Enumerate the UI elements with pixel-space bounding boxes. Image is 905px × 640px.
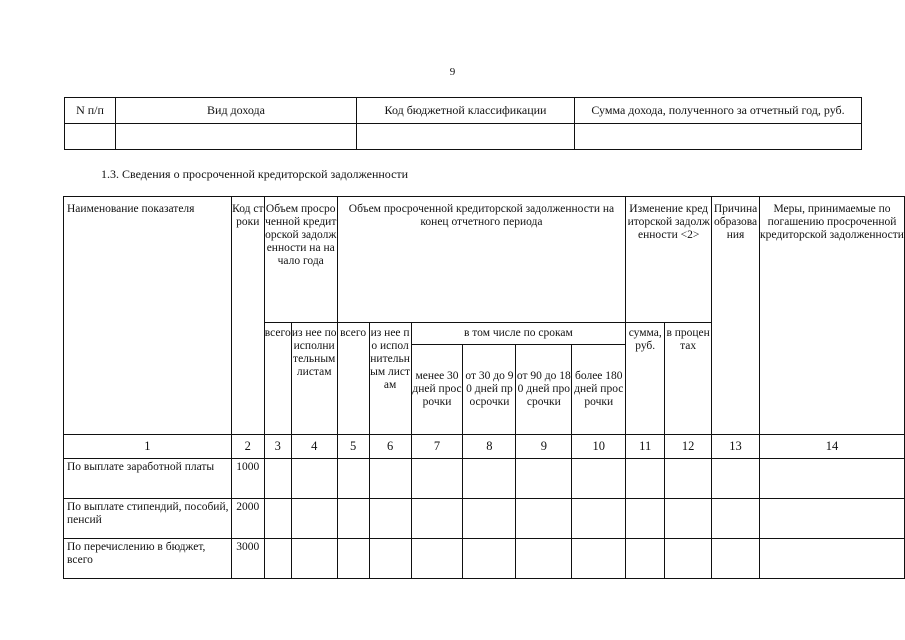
column-number: 13 (712, 435, 760, 459)
header-exec-start: из нее по исполнительным листам (291, 323, 337, 435)
header-total-end: всего (337, 323, 369, 435)
table-cell (337, 459, 369, 499)
table-row (64, 539, 905, 579)
header-term-lt30: менее 30 дней просрочки (411, 345, 463, 435)
column-number: 10 (572, 435, 626, 459)
row-name: По выплате заработной платы (64, 459, 232, 499)
table-cell (65, 124, 116, 150)
table-cell (712, 459, 760, 499)
table-cell (369, 499, 411, 539)
section-title: 1.3. Сведения о просроченной кредиторской задолженности (101, 167, 409, 181)
table-cell (357, 124, 575, 150)
table-cell (516, 539, 572, 579)
header-volume-end: Объем просроченной кредиторской задолженности на конец отчетного периода (337, 197, 626, 323)
row-code: 1000 (231, 459, 264, 499)
column-number: 4 (291, 435, 337, 459)
column-number: 1 (64, 435, 232, 459)
table-row (64, 499, 905, 539)
table-cell (626, 499, 665, 539)
header-line-code: Код строки (231, 197, 264, 435)
header-by-terms: в том числе по срокам (411, 323, 626, 345)
column-number: 6 (369, 435, 411, 459)
table-cell (760, 539, 905, 579)
table-cell (572, 459, 626, 499)
header-term-30-90: от 30 до 90 дней просрочки (463, 345, 516, 435)
table-cell (337, 499, 369, 539)
table-cell (760, 499, 905, 539)
table-cell (572, 539, 626, 579)
table-cell (411, 539, 463, 579)
column-number: 8 (463, 435, 516, 459)
table-cell (575, 124, 862, 150)
column-number: 5 (337, 435, 369, 459)
table-cell (572, 499, 626, 539)
column-numbers-row (64, 435, 905, 459)
table-cell (665, 539, 712, 579)
table-cell (665, 499, 712, 539)
header-change: Изменение кредиторской задолженности <2> (626, 197, 712, 323)
column-number: 2 (231, 435, 264, 459)
overdue-payables-table (63, 196, 905, 579)
column-number: 14 (760, 435, 905, 459)
column-number: 11 (626, 435, 665, 459)
income-header-number: N п/п (65, 98, 116, 124)
table-cell (712, 499, 760, 539)
table-cell (516, 499, 572, 539)
row-name: По перечислению в бюджет, всего (64, 539, 232, 579)
table-cell (369, 459, 411, 499)
header-change-sum: сумма, руб. (626, 323, 665, 435)
header-total-start: всего (264, 323, 291, 435)
table-cell (712, 539, 760, 579)
header-volume-start: Объем просроченной кредиторской задолженности на начало года (264, 197, 337, 323)
income-table-empty-row (65, 124, 862, 150)
table-cell (291, 539, 337, 579)
table-cell (264, 499, 291, 539)
header-change-percent: в процентах (665, 323, 712, 435)
table-cell (264, 539, 291, 579)
income-table (64, 97, 862, 150)
income-header-type: Вид дохода (116, 98, 357, 124)
row-name: По выплате стипендий, пособий, пенсий (64, 499, 232, 539)
column-number: 3 (264, 435, 291, 459)
income-header-amount: Сумма дохода, полученного за отчетный год, руб. (575, 98, 862, 124)
table-cell (665, 459, 712, 499)
table-cell (411, 499, 463, 539)
table-cell (291, 499, 337, 539)
income-table-header-row (65, 98, 862, 124)
table-cell (626, 459, 665, 499)
header-exec-end: из нее по исполнительным листам (369, 323, 411, 435)
header-term-gt180: более 180 дней просрочки (572, 345, 626, 435)
table-cell (760, 459, 905, 499)
table-cell (337, 539, 369, 579)
column-number: 12 (665, 435, 712, 459)
table-cell (116, 124, 357, 150)
table-cell (626, 539, 665, 579)
table-cell (463, 539, 516, 579)
column-number: 7 (411, 435, 463, 459)
table-cell (463, 459, 516, 499)
table-cell (411, 459, 463, 499)
table-cell (264, 459, 291, 499)
header-term-90-180: от 90 до 180 дней просрочки (516, 345, 572, 435)
row-code: 3000 (231, 539, 264, 579)
page-number: 9 (449, 66, 456, 78)
row-code: 2000 (231, 499, 264, 539)
income-header-budget-code: Код бюджетной классификации (357, 98, 575, 124)
header-measures: Меры, принимаемые по погашению просроченной кредиторской задолженности (760, 197, 905, 435)
header-row-1 (64, 197, 905, 323)
table-cell (516, 459, 572, 499)
table-cell (369, 539, 411, 579)
header-reason: Причина образования (712, 197, 760, 435)
table-cell (291, 459, 337, 499)
header-indicator-name: Наименование показателя (64, 197, 232, 435)
table-cell (463, 499, 516, 539)
table-row (64, 459, 905, 499)
column-number: 9 (516, 435, 572, 459)
